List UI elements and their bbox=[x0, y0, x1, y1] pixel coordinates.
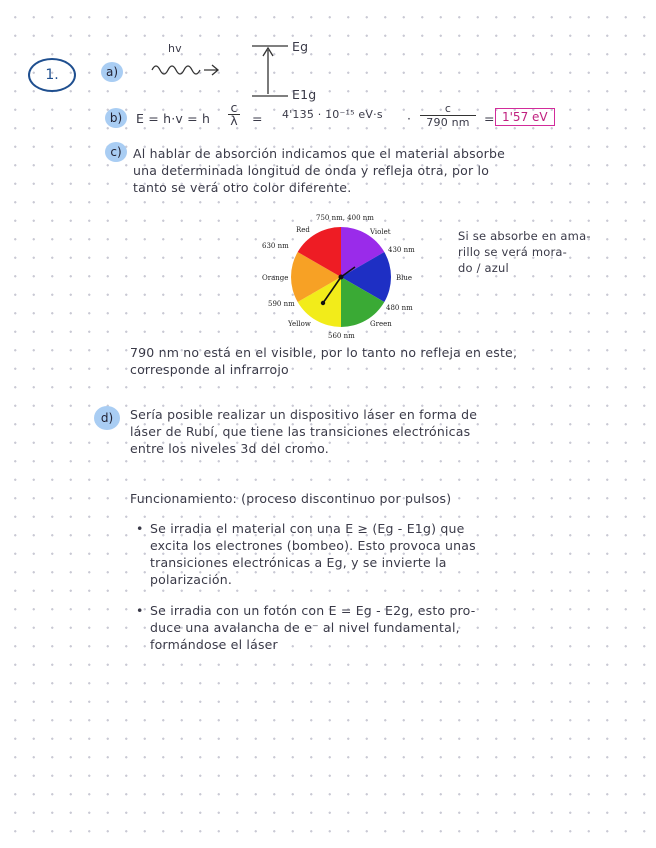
label-480: 480 nm bbox=[386, 304, 413, 312]
tag-b: b) bbox=[105, 108, 127, 128]
bullet-1-line-2: excita los electrones (bombeo). Esto provoca unas bbox=[150, 538, 476, 553]
label-violet: Violet bbox=[370, 228, 391, 236]
frac1-num: c bbox=[230, 100, 238, 115]
fraction-c-lambda bbox=[228, 102, 240, 127]
side-note-2: rillo se verá mora- bbox=[458, 245, 568, 259]
side-note bbox=[458, 228, 591, 276]
frac2-den: 790 nm bbox=[420, 115, 476, 129]
d-line-2: láser de Rubí, que tiene las transiciones electrónicas bbox=[130, 424, 471, 439]
bullet-1-line-4: polarización. bbox=[150, 572, 233, 587]
level-e1g: E1g bbox=[292, 87, 317, 102]
c-line-2: una determinada longitud de onda y refleja otra, por lo bbox=[133, 163, 490, 178]
equals-sign: = bbox=[252, 111, 263, 126]
conclusion-1: 790 nm no está en el visible, por lo tanto no refleja en este, bbox=[130, 345, 518, 360]
color-wheel bbox=[288, 224, 394, 330]
problem-number: 1. bbox=[28, 58, 76, 92]
bullet-2-dot: • bbox=[136, 603, 144, 618]
bullet-2-line-1: Se irradia con un fotón con E = Eg - E2g, esto pro- bbox=[150, 603, 476, 618]
energy-level-diagram bbox=[248, 40, 298, 102]
label-orange: Orange bbox=[262, 274, 289, 282]
label-630: 630 nm bbox=[262, 242, 289, 250]
d-line-3: entre los niveles 3d del cromo. bbox=[130, 441, 329, 456]
bullet-1-line-1: Se irradia el material con una E ≥ (Eg - E1g) que bbox=[150, 521, 465, 536]
bullet-2 bbox=[150, 602, 630, 653]
bullet-2-line-3: formándose el láser bbox=[150, 637, 278, 652]
section-c-text bbox=[133, 145, 633, 196]
label-560: 560 nm bbox=[328, 332, 355, 340]
bullet-1-dot: • bbox=[136, 521, 144, 536]
equals-sign-2: = bbox=[484, 111, 495, 126]
side-note-3: do / azul bbox=[458, 261, 509, 275]
label-green: Green bbox=[370, 320, 392, 328]
bullet-1 bbox=[150, 520, 630, 588]
fraction-c-wavelength bbox=[420, 102, 476, 129]
bullet-1-line-3: transiciones electrónicas a Eg, y se invierte la bbox=[150, 555, 447, 570]
frac1-den: λ bbox=[228, 114, 240, 127]
d-line-1: Sería posible realizar un dispositivo láser en forma de bbox=[130, 407, 478, 422]
level-eg: Eg bbox=[292, 39, 309, 54]
c-line-3: tanto se verá otro color diferente. bbox=[133, 180, 352, 195]
tag-a: a) bbox=[101, 62, 123, 82]
tag-c: c) bbox=[105, 142, 127, 162]
label-430: 430 nm bbox=[388, 246, 415, 254]
label-yellow: Yellow bbox=[288, 320, 311, 328]
hv-label: hv bbox=[168, 42, 182, 55]
operation-heading: Funcionamiento: (proceso discontinuo por pulsos) bbox=[130, 491, 452, 506]
side-note-1: Si se absorbe en ama- bbox=[458, 229, 591, 243]
photon-wave-icon bbox=[150, 60, 230, 78]
frac2-num: c bbox=[444, 102, 452, 115]
section-d-text bbox=[130, 406, 640, 457]
label-750-400: 750 nm, 400 nm bbox=[316, 214, 374, 222]
tag-d: d) bbox=[94, 406, 120, 430]
planck-constant: 4'135 · 10⁻¹⁵ eV·s bbox=[282, 108, 383, 121]
conclusion-2: corresponde al infrarrojo bbox=[130, 362, 289, 377]
energy-equation: E = h·v = h bbox=[136, 111, 211, 126]
bullet-2-line-2: duce una avalancha de e⁻ al nivel fundamental, bbox=[150, 620, 460, 635]
result-box: 1'57 eV bbox=[495, 108, 555, 126]
label-blue: Blue bbox=[396, 274, 413, 282]
section-c-conclusion bbox=[130, 344, 640, 378]
label-590: 590 nm bbox=[268, 300, 295, 308]
label-red: Red bbox=[296, 226, 310, 234]
multiply-dot: · bbox=[407, 111, 412, 126]
c-line-1: Al hablar de absorción indicamos que el material absorbe bbox=[133, 146, 506, 161]
